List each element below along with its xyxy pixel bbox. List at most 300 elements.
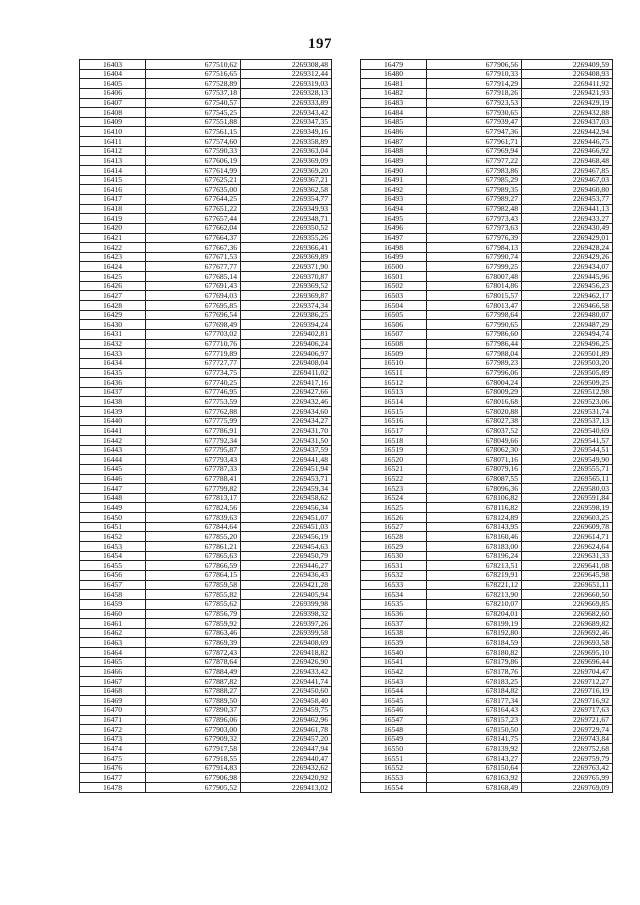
- x-coordinate-cell: 677657,44: [146, 214, 241, 224]
- x-coordinate-cell: 677710,76: [146, 339, 241, 349]
- x-coordinate-cell: 677918,55: [146, 754, 241, 764]
- table-row: [80, 117, 332, 127]
- x-coordinate-cell: 677914,83: [146, 763, 241, 773]
- y-coordinate-cell: 2269453,77: [522, 194, 613, 204]
- point-number-cell: 16495: [361, 214, 427, 224]
- y-coordinate-cell: 2269695,10: [522, 648, 613, 658]
- x-coordinate-cell: 677855,20: [146, 532, 241, 542]
- table-row: [361, 464, 613, 474]
- point-number-cell: 16485: [361, 117, 427, 127]
- table-row: [80, 677, 332, 687]
- table-row: [361, 127, 613, 137]
- y-coordinate-cell: 2269641,08: [522, 561, 613, 571]
- x-coordinate-cell: 677864,15: [146, 570, 241, 580]
- y-coordinate-cell: 2269669,85: [522, 599, 613, 609]
- x-coordinate-cell: 677667,36: [146, 243, 241, 253]
- x-coordinate-cell: 678196,24: [427, 551, 522, 561]
- y-coordinate-cell: 2269441,13: [522, 204, 613, 214]
- point-number-cell: 16458: [80, 590, 146, 600]
- y-coordinate-cell: 2269398,32: [241, 609, 332, 619]
- point-number-cell: 16474: [80, 744, 146, 754]
- y-coordinate-cell: 2269319,03: [241, 79, 332, 89]
- x-coordinate-cell: 677973,43: [427, 214, 522, 224]
- y-coordinate-cell: 2269549,90: [522, 455, 613, 465]
- point-number-cell: 16508: [361, 339, 427, 349]
- point-number-cell: 16524: [361, 493, 427, 503]
- point-number-cell: 16451: [80, 522, 146, 532]
- x-coordinate-cell: 677855,62: [146, 599, 241, 609]
- table-row: [80, 522, 332, 532]
- point-number-cell: 16501: [361, 272, 427, 282]
- x-coordinate-cell: 677961,71: [427, 137, 522, 147]
- table-row: [80, 243, 332, 253]
- table-row: [361, 744, 613, 754]
- x-coordinate-cell: 678164,43: [427, 705, 522, 715]
- x-coordinate-cell: 678087,55: [427, 474, 522, 484]
- y-coordinate-cell: 2269408,04: [241, 358, 332, 368]
- table-row: [361, 426, 613, 436]
- point-number-cell: 16494: [361, 204, 427, 214]
- table-row: [361, 108, 613, 118]
- x-coordinate-cell: 677644,25: [146, 194, 241, 204]
- point-number-cell: 16469: [80, 696, 146, 706]
- x-coordinate-cell: 677869,39: [146, 638, 241, 648]
- x-coordinate-cell: 678177,34: [427, 696, 522, 706]
- point-number-cell: 16431: [80, 329, 146, 339]
- y-coordinate-cell: 2269501,89: [522, 349, 613, 359]
- table-row: [361, 262, 613, 272]
- x-coordinate-cell: 678178,76: [427, 667, 522, 677]
- point-number-cell: 16552: [361, 763, 427, 773]
- table-row: [361, 204, 613, 214]
- x-coordinate-cell: 677537,18: [146, 88, 241, 98]
- y-coordinate-cell: 2269450,60: [241, 686, 332, 696]
- y-coordinate-cell: 2269624,64: [522, 542, 613, 552]
- y-coordinate-cell: 2269431,70: [241, 426, 332, 436]
- table-row: [361, 638, 613, 648]
- table-row: [80, 88, 332, 98]
- table-row: [80, 252, 332, 262]
- y-coordinate-cell: 2269716,19: [522, 686, 613, 696]
- y-coordinate-cell: 2269433,27: [522, 214, 613, 224]
- y-coordinate-cell: 2269441,74: [241, 677, 332, 687]
- x-coordinate-cell: 677787,33: [146, 464, 241, 474]
- x-coordinate-cell: 677999,25: [427, 262, 522, 272]
- y-coordinate-cell: 2269362,58: [241, 185, 332, 195]
- point-number-cell: 16521: [361, 464, 427, 474]
- point-number-cell: 16423: [80, 252, 146, 262]
- point-number-cell: 16408: [80, 108, 146, 118]
- x-coordinate-cell: 677890,37: [146, 705, 241, 715]
- point-number-cell: 16531: [361, 561, 427, 571]
- table-row: [361, 763, 613, 773]
- point-number-cell: 16465: [80, 657, 146, 667]
- x-coordinate-cell: 678013,47: [427, 301, 522, 311]
- x-coordinate-cell: 677872,43: [146, 648, 241, 658]
- y-coordinate-cell: 2269494,74: [522, 329, 613, 339]
- point-number-cell: 16529: [361, 542, 427, 552]
- y-coordinate-cell: 2269399,58: [241, 628, 332, 638]
- point-number-cell: 16547: [361, 715, 427, 725]
- point-number-cell: 16478: [80, 783, 146, 793]
- x-coordinate-cell: 678199,19: [427, 619, 522, 629]
- x-coordinate-cell: 677677,77: [146, 262, 241, 272]
- y-coordinate-cell: 2269427,66: [241, 387, 332, 397]
- x-coordinate-cell: 677786,91: [146, 426, 241, 436]
- point-number-cell: 16464: [80, 648, 146, 658]
- y-coordinate-cell: 2269458,40: [241, 696, 332, 706]
- y-coordinate-cell: 2269369,09: [241, 156, 332, 166]
- table-row: [80, 783, 332, 793]
- point-number-cell: 16442: [80, 435, 146, 445]
- x-coordinate-cell: 677685,14: [146, 272, 241, 282]
- table-row: [80, 272, 332, 282]
- table-row: [80, 108, 332, 118]
- x-coordinate-cell: 677989,23: [427, 358, 522, 368]
- point-number-cell: 16479: [361, 60, 427, 70]
- point-number-cell: 16460: [80, 609, 146, 619]
- table-row: [80, 407, 332, 417]
- y-coordinate-cell: 2269428,24: [522, 243, 613, 253]
- point-number-cell: 16543: [361, 677, 427, 687]
- table-row: [80, 763, 332, 773]
- point-number-cell: 16440: [80, 416, 146, 426]
- x-coordinate-cell: 678219,91: [427, 570, 522, 580]
- x-coordinate-cell: 677977,22: [427, 156, 522, 166]
- point-number-cell: 16528: [361, 532, 427, 542]
- x-coordinate-cell: 678015,57: [427, 291, 522, 301]
- table-row: [80, 464, 332, 474]
- y-coordinate-cell: 2269450,79: [241, 551, 332, 561]
- table-row: [361, 628, 613, 638]
- point-number-cell: 16539: [361, 638, 427, 648]
- y-coordinate-cell: 2269631,33: [522, 551, 613, 561]
- point-number-cell: 16429: [80, 310, 146, 320]
- table-row: [361, 79, 613, 89]
- y-coordinate-cell: 2269348,71: [241, 214, 332, 224]
- point-number-cell: 16433: [80, 349, 146, 359]
- y-coordinate-cell: 2269451,03: [241, 522, 332, 532]
- table-row: [80, 194, 332, 204]
- table-row: [361, 551, 613, 561]
- x-coordinate-cell: 677990,65: [427, 320, 522, 330]
- point-number-cell: 16425: [80, 272, 146, 282]
- y-coordinate-cell: 2269466,58: [522, 301, 613, 311]
- point-number-cell: 16500: [361, 262, 427, 272]
- x-coordinate-cell: 678106,82: [427, 493, 522, 503]
- point-number-cell: 16484: [361, 108, 427, 118]
- x-coordinate-cell: 677939,47: [427, 117, 522, 127]
- point-number-cell: 16481: [361, 79, 427, 89]
- table-row: [361, 686, 613, 696]
- table-row: [361, 368, 613, 378]
- y-coordinate-cell: 2269413,02: [241, 783, 332, 793]
- y-coordinate-cell: 2269716,92: [522, 696, 613, 706]
- y-coordinate-cell: 2269397,26: [241, 619, 332, 629]
- y-coordinate-cell: 2269374,34: [241, 301, 332, 311]
- table-row: [361, 734, 613, 744]
- y-coordinate-cell: 2269609,78: [522, 522, 613, 532]
- y-coordinate-cell: 2269421,28: [241, 580, 332, 590]
- point-number-cell: 16523: [361, 484, 427, 494]
- y-coordinate-cell: 2269350,52: [241, 223, 332, 233]
- y-coordinate-cell: 2269531,74: [522, 407, 613, 417]
- table-body-left: [80, 60, 332, 793]
- table-row: [80, 137, 332, 147]
- y-coordinate-cell: 2269696,44: [522, 657, 613, 667]
- y-coordinate-cell: 2269503,20: [522, 358, 613, 368]
- table-row: [80, 599, 332, 609]
- y-coordinate-cell: 2269409,59: [522, 60, 613, 70]
- point-number-cell: 16491: [361, 175, 427, 185]
- point-number-cell: 16480: [361, 69, 427, 79]
- y-coordinate-cell: 2269457,20: [241, 734, 332, 744]
- x-coordinate-cell: 677884,49: [146, 667, 241, 677]
- y-coordinate-cell: 2269459,75: [241, 705, 332, 715]
- y-coordinate-cell: 2269349,93: [241, 204, 332, 214]
- y-coordinate-cell: 2269451,07: [241, 513, 332, 523]
- y-coordinate-cell: 2269406,24: [241, 339, 332, 349]
- point-number-cell: 16519: [361, 445, 427, 455]
- table-row: [80, 542, 332, 552]
- y-coordinate-cell: 2269480,07: [522, 310, 613, 320]
- table-row: [361, 272, 613, 282]
- table-row: [80, 754, 332, 764]
- point-number-cell: 16550: [361, 744, 427, 754]
- point-number-cell: 16533: [361, 580, 427, 590]
- table-row: [361, 88, 613, 98]
- y-coordinate-cell: 2269759,79: [522, 754, 613, 764]
- table-row: [80, 484, 332, 494]
- y-coordinate-cell: 2269430,49: [522, 223, 613, 233]
- y-coordinate-cell: 2269343,42: [241, 108, 332, 118]
- table-row: [361, 725, 613, 735]
- x-coordinate-cell: 677947,36: [427, 127, 522, 137]
- y-coordinate-cell: 2269693,58: [522, 638, 613, 648]
- table-row: [80, 455, 332, 465]
- y-coordinate-cell: 2269408,93: [522, 69, 613, 79]
- x-coordinate-cell: 677983,86: [427, 166, 522, 176]
- x-coordinate-cell: 678071,16: [427, 455, 522, 465]
- x-coordinate-cell: 677792,34: [146, 435, 241, 445]
- x-coordinate-cell: 678143,95: [427, 522, 522, 532]
- point-number-cell: 16499: [361, 252, 427, 262]
- table-row: [80, 493, 332, 503]
- x-coordinate-cell: 678179,86: [427, 657, 522, 667]
- point-number-cell: 16541: [361, 657, 427, 667]
- x-coordinate-cell: 677973,63: [427, 223, 522, 233]
- x-coordinate-cell: 678139,92: [427, 744, 522, 754]
- page-number: 197: [308, 36, 332, 52]
- point-number-cell: 16512: [361, 378, 427, 388]
- x-coordinate-cell: 678150,50: [427, 725, 522, 735]
- x-coordinate-cell: 677896,06: [146, 715, 241, 725]
- point-number-cell: 16544: [361, 686, 427, 696]
- y-coordinate-cell: 2269369,89: [241, 252, 332, 262]
- x-coordinate-cell: 677651,22: [146, 204, 241, 214]
- table-row: [80, 79, 332, 89]
- x-coordinate-cell: 678168,49: [427, 783, 522, 793]
- point-number-cell: 16475: [80, 754, 146, 764]
- point-number-cell: 16514: [361, 397, 427, 407]
- y-coordinate-cell: 2269555,71: [522, 464, 613, 474]
- x-coordinate-cell: 677861,21: [146, 542, 241, 552]
- table-row: [80, 445, 332, 455]
- x-coordinate-cell: 678160,46: [427, 532, 522, 542]
- x-coordinate-cell: 678221,12: [427, 580, 522, 590]
- table-row: [80, 368, 332, 378]
- table-row: [361, 252, 613, 262]
- table-row: [80, 223, 332, 233]
- table-row: [361, 185, 613, 195]
- point-number-cell: 16534: [361, 590, 427, 600]
- x-coordinate-cell: 677969,94: [427, 146, 522, 156]
- x-coordinate-cell: 677986,44: [427, 339, 522, 349]
- point-number-cell: 16496: [361, 223, 427, 233]
- x-coordinate-cell: 677671,53: [146, 252, 241, 262]
- table-row: [361, 339, 613, 349]
- x-coordinate-cell: 677824,56: [146, 503, 241, 513]
- table-row: [361, 60, 613, 70]
- point-number-cell: 16418: [80, 204, 146, 214]
- point-number-cell: 16450: [80, 513, 146, 523]
- x-coordinate-cell: 677703,02: [146, 329, 241, 339]
- point-number-cell: 16473: [80, 734, 146, 744]
- table-row: [80, 310, 332, 320]
- x-coordinate-cell: 677799,82: [146, 484, 241, 494]
- table-row: [80, 734, 332, 744]
- y-coordinate-cell: 2269468,48: [522, 156, 613, 166]
- y-coordinate-cell: 2269460,80: [522, 185, 613, 195]
- point-number-cell: 16507: [361, 329, 427, 339]
- y-coordinate-cell: 2269580,03: [522, 484, 613, 494]
- table-row: [80, 426, 332, 436]
- y-coordinate-cell: 2269456,23: [522, 281, 613, 291]
- table-row: [361, 619, 613, 629]
- point-number-cell: 16462: [80, 628, 146, 638]
- y-coordinate-cell: 2269682,60: [522, 609, 613, 619]
- x-coordinate-cell: 678184,82: [427, 686, 522, 696]
- x-coordinate-cell: 677740,25: [146, 378, 241, 388]
- y-coordinate-cell: 2269743,84: [522, 734, 613, 744]
- y-coordinate-cell: 2269645,98: [522, 570, 613, 580]
- y-coordinate-cell: 2269565,11: [522, 474, 613, 484]
- y-coordinate-cell: 2269434,07: [522, 262, 613, 272]
- point-number-cell: 16498: [361, 243, 427, 253]
- x-coordinate-cell: 677614,99: [146, 166, 241, 176]
- point-number-cell: 16420: [80, 223, 146, 233]
- point-number-cell: 16488: [361, 146, 427, 156]
- point-number-cell: 16517: [361, 426, 427, 436]
- x-coordinate-cell: 677990,74: [427, 252, 522, 262]
- x-coordinate-cell: 677696,54: [146, 310, 241, 320]
- x-coordinate-cell: 677590,33: [146, 146, 241, 156]
- point-number-cell: 16522: [361, 474, 427, 484]
- y-coordinate-cell: 2269421,93: [522, 88, 613, 98]
- y-coordinate-cell: 2269496,25: [522, 339, 613, 349]
- y-coordinate-cell: 2269598,19: [522, 503, 613, 513]
- table-row: [361, 233, 613, 243]
- point-number-cell: 16443: [80, 445, 146, 455]
- point-number-cell: 16406: [80, 88, 146, 98]
- table-row: [361, 715, 613, 725]
- point-number-cell: 16482: [361, 88, 427, 98]
- table-row: [80, 744, 332, 754]
- y-coordinate-cell: 2269406,97: [241, 349, 332, 359]
- point-number-cell: 16509: [361, 349, 427, 359]
- table-row: [361, 358, 613, 368]
- point-number-cell: 16435: [80, 368, 146, 378]
- point-number-cell: 16554: [361, 783, 427, 793]
- x-coordinate-cell: 678079,16: [427, 464, 522, 474]
- x-coordinate-cell: 677989,35: [427, 185, 522, 195]
- point-number-cell: 16417: [80, 194, 146, 204]
- x-coordinate-cell: 678213,90: [427, 590, 522, 600]
- y-coordinate-cell: 2269769,09: [522, 783, 613, 793]
- table-row: [361, 667, 613, 677]
- table-row: [80, 705, 332, 715]
- table-row: [80, 667, 332, 677]
- y-coordinate-cell: 2269505,89: [522, 368, 613, 378]
- point-number-cell: 16538: [361, 628, 427, 638]
- point-number-cell: 16489: [361, 156, 427, 166]
- point-number-cell: 16537: [361, 619, 427, 629]
- y-coordinate-cell: 2269394,24: [241, 320, 332, 330]
- y-coordinate-cell: 2269367,21: [241, 175, 332, 185]
- point-number-cell: 16414: [80, 166, 146, 176]
- y-coordinate-cell: 2269369,20: [241, 166, 332, 176]
- y-coordinate-cell: 2269333,89: [241, 98, 332, 108]
- table-row: [80, 513, 332, 523]
- x-coordinate-cell: 678007,48: [427, 272, 522, 282]
- table-row: [361, 484, 613, 494]
- y-coordinate-cell: 2269420,92: [241, 773, 332, 783]
- y-coordinate-cell: 2269712,27: [522, 677, 613, 687]
- y-coordinate-cell: 2269434,60: [241, 407, 332, 417]
- table-row: [80, 397, 332, 407]
- y-coordinate-cell: 2269349,16: [241, 127, 332, 137]
- y-coordinate-cell: 2269432,62: [241, 763, 332, 773]
- table-row: [361, 387, 613, 397]
- y-coordinate-cell: 2269433,42: [241, 667, 332, 677]
- point-number-cell: 16486: [361, 127, 427, 137]
- x-coordinate-cell: 677998,64: [427, 310, 522, 320]
- point-number-cell: 16472: [80, 725, 146, 735]
- x-coordinate-cell: 677986,60: [427, 329, 522, 339]
- table-row: [80, 378, 332, 388]
- x-coordinate-cell: 677753,59: [146, 397, 241, 407]
- table-row: [80, 387, 332, 397]
- point-number-cell: 16413: [80, 156, 146, 166]
- x-coordinate-cell: 677910,33: [427, 69, 522, 79]
- table-body-right: [361, 60, 613, 793]
- x-coordinate-cell: 677976,39: [427, 233, 522, 243]
- table-row: [361, 513, 613, 523]
- point-number-cell: 16510: [361, 358, 427, 368]
- point-number-cell: 16405: [80, 79, 146, 89]
- coordinates-table-left: [79, 59, 332, 793]
- x-coordinate-cell: 677888,27: [146, 686, 241, 696]
- coordinates-table-right: [360, 59, 613, 793]
- table-row: [361, 223, 613, 233]
- y-coordinate-cell: 2269541,57: [522, 435, 613, 445]
- point-number-cell: 16470: [80, 705, 146, 715]
- y-coordinate-cell: 2269689,82: [522, 619, 613, 629]
- x-coordinate-cell: 677905,52: [146, 783, 241, 793]
- table-row: [80, 358, 332, 368]
- table-row: [80, 570, 332, 580]
- x-coordinate-cell: 678141,75: [427, 734, 522, 744]
